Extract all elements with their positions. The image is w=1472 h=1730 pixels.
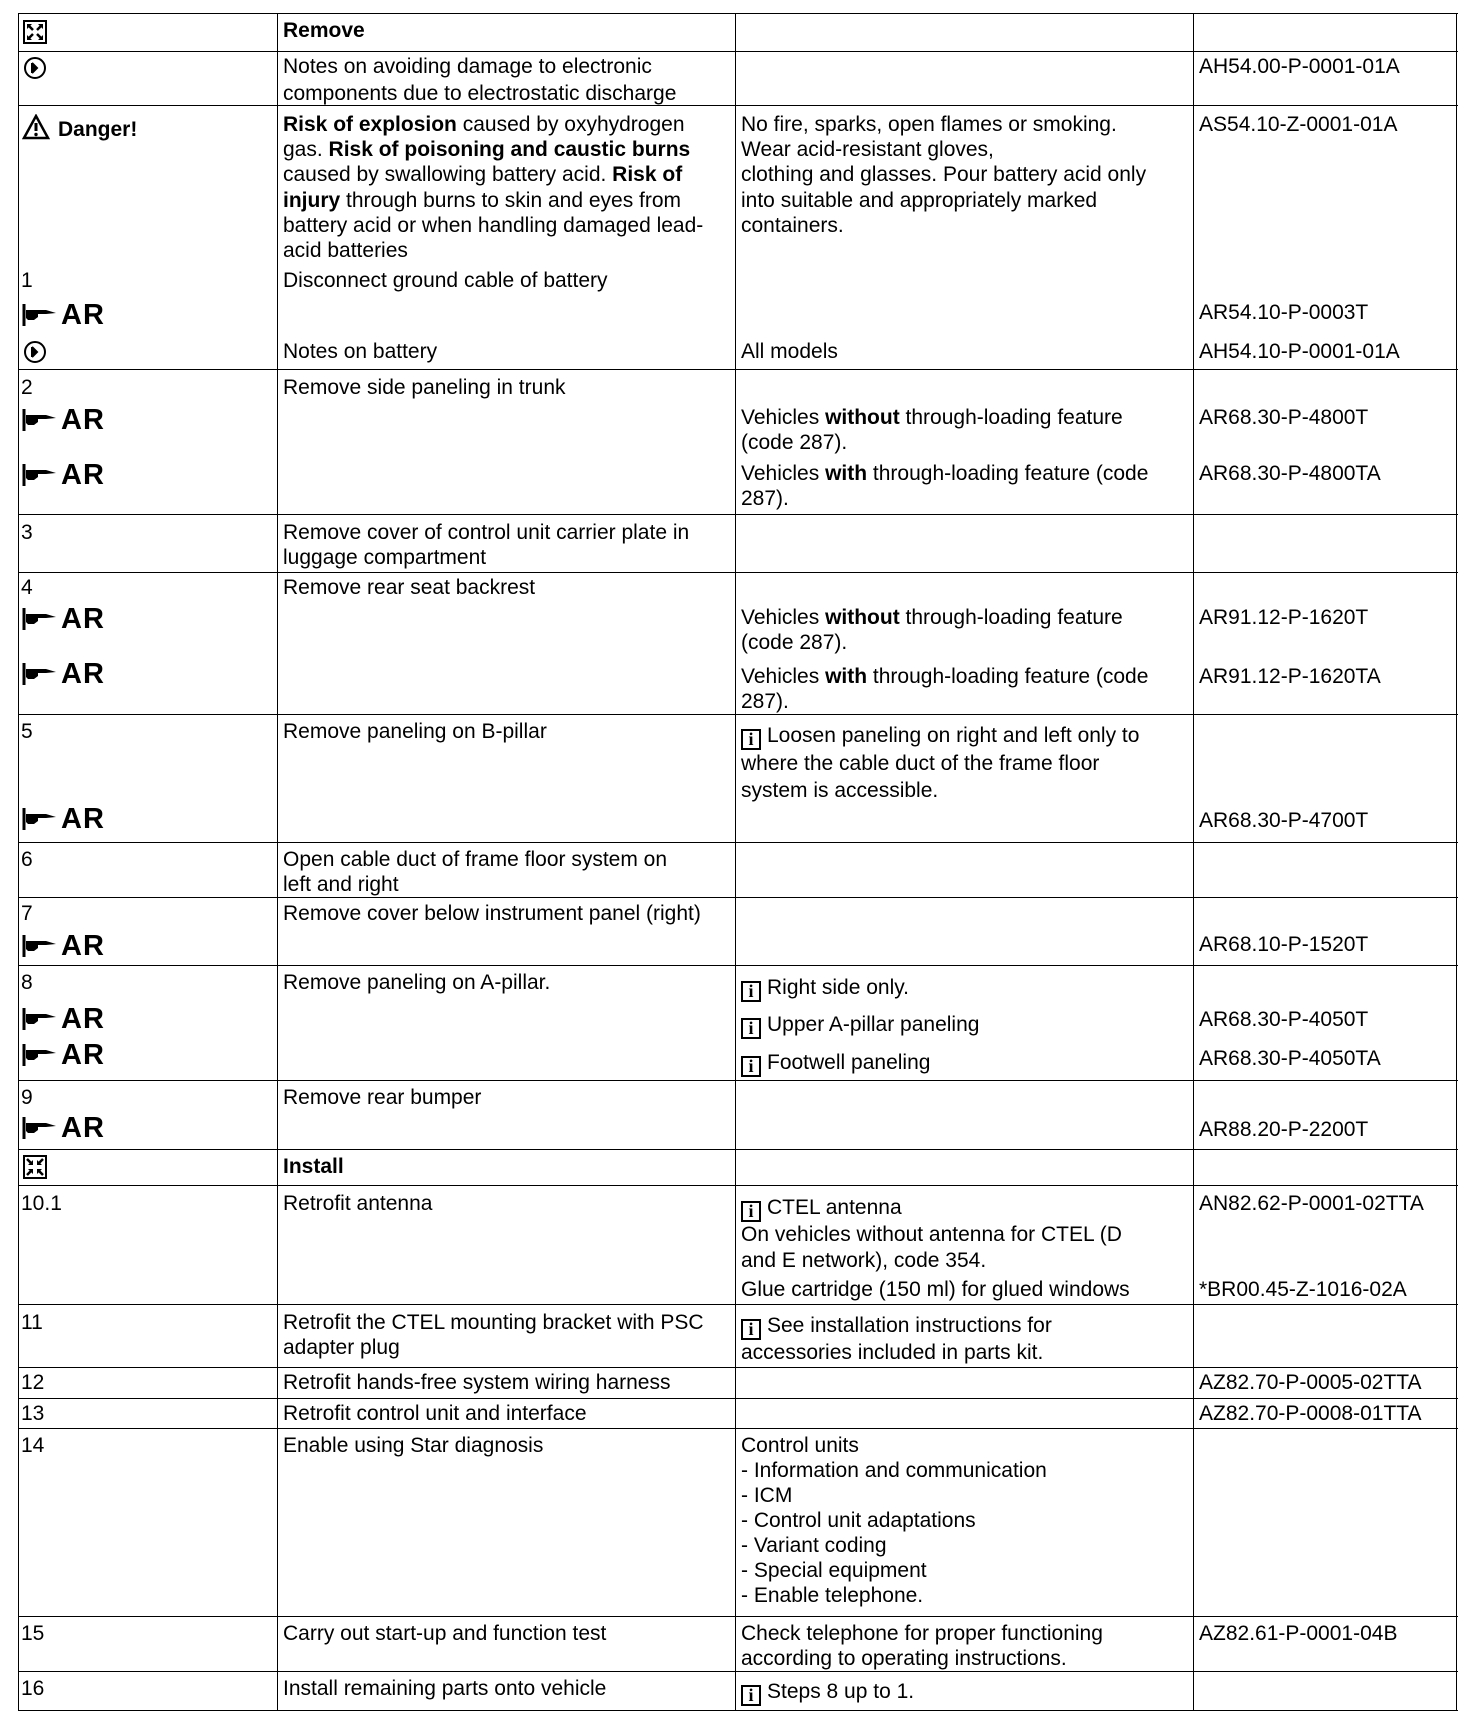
step-number: 11: [21, 1311, 43, 1334]
step-text: left and right: [283, 873, 399, 896]
info-note: i See installation instructions for: [741, 1313, 1052, 1340]
step-text: luggage compartment: [283, 546, 487, 569]
step-ref: AR68.30-P-4800T: [1199, 406, 1369, 429]
table-column-divider: [277, 13, 278, 1711]
ar-reference-icon: AR: [22, 1040, 105, 1070]
step-text: Retrofit hands-free system wiring harness: [283, 1371, 671, 1394]
info-note: i Footwell paneling: [741, 1050, 930, 1077]
step-text: Install remaining parts onto vehicle: [283, 1677, 607, 1700]
danger-risk-text: gas. Risk of poisoning and caustic burns: [283, 138, 691, 161]
step-note: On vehicles without antenna for CTEL (D: [741, 1223, 1122, 1246]
step-text: Enable using Star diagnosis: [283, 1434, 544, 1457]
table-divider: [18, 572, 1458, 573]
section-title-install: Install: [283, 1155, 344, 1178]
step-number: 10.1: [21, 1192, 62, 1215]
step-number: 4: [21, 576, 33, 599]
step-number: 3: [21, 521, 33, 544]
step-ref: AR68.30-P-4700T: [1199, 809, 1369, 832]
step-text: Retrofit the CTEL mounting bracket with PSC: [283, 1311, 704, 1334]
danger-note: containers.: [741, 214, 844, 237]
step-number: 12: [21, 1371, 45, 1394]
step-text: Remove cover of control unit carrier plate in: [283, 521, 690, 544]
step-note: and E network), code 354.: [741, 1249, 987, 1272]
step-number: 15: [21, 1622, 45, 1645]
vehicle-condition: 287).: [741, 487, 789, 510]
table-divider: [18, 1616, 1458, 1617]
info-note: system is accessible.: [741, 779, 939, 802]
danger-note: clothing and glasses. Pour battery acid only: [741, 163, 1147, 186]
danger-note: Wear acid-resistant gloves,: [741, 138, 994, 161]
control-units-list-item: - Control unit adaptations: [741, 1509, 976, 1532]
table-divider: [18, 51, 1458, 52]
table-border: [18, 13, 1458, 14]
danger-risk-text: acid batteries: [283, 239, 408, 262]
step-text: Retrofit control unit and interface: [283, 1402, 587, 1425]
table-divider: [18, 105, 1458, 106]
notes-battery-text: Notes on battery: [283, 340, 438, 363]
table-divider: [18, 1398, 1458, 1399]
step-ref: AR68.30-P-4050TA: [1199, 1047, 1381, 1070]
step-text: adapter plug: [283, 1336, 400, 1359]
step-number: 6: [21, 848, 33, 871]
danger-note: No fire, sparks, open flames or smoking.: [741, 113, 1117, 136]
danger-note: into suitable and appropriately marked: [741, 189, 1098, 212]
step-text: Remove rear bumper: [283, 1086, 482, 1109]
info-icon: i: [741, 729, 761, 750]
vehicle-condition: Vehicles with through-loading feature (code: [741, 462, 1149, 485]
notes-battery-ref: AH54.10-P-0001-01A: [1199, 340, 1400, 363]
table-column-divider: [1193, 13, 1194, 1711]
control-units-list-item: Control units: [741, 1434, 859, 1457]
table-divider: [18, 514, 1458, 515]
table-border: [18, 1710, 1458, 1711]
table-divider: [18, 1304, 1458, 1305]
table-divider: [18, 369, 1458, 370]
remove-tools-icon: [23, 20, 47, 49]
control-units-list-item: - Information and communication: [741, 1459, 1047, 1482]
ar-reference-icon: AR: [22, 1113, 105, 1143]
ar-reference-icon: AR: [22, 460, 105, 490]
table-divider: [18, 1149, 1458, 1150]
control-units-list-item: - Variant coding: [741, 1534, 887, 1557]
danger-label: Danger!: [58, 118, 138, 141]
step-text: Disconnect ground cable of battery: [283, 269, 608, 292]
step-ref: *BR00.45-Z-1016-02A: [1199, 1278, 1407, 1301]
step-ref: AR54.10-P-0003T: [1199, 301, 1369, 324]
step-number: 13: [21, 1402, 45, 1425]
step-note: Check telephone for proper functioning: [741, 1622, 1103, 1645]
danger-risk-text: caused by swallowing battery acid. Risk of: [283, 163, 683, 186]
control-units-list-item: - Special equipment: [741, 1559, 927, 1582]
table-divider: [18, 897, 1458, 898]
notes-esd-text: components due to electrostatic discharge: [283, 82, 677, 105]
info-note: i Steps 8 up to 1.: [741, 1679, 914, 1706]
table-column-divider: [735, 13, 736, 1711]
danger-risk-text: battery acid or when handling damaged lead-: [283, 214, 704, 237]
step-number: 16: [21, 1677, 45, 1700]
step-note: according to operating instructions.: [741, 1647, 1067, 1670]
vehicle-condition: Vehicles without through-loading feature: [741, 606, 1123, 629]
info-icon: i: [741, 1201, 761, 1222]
vehicle-condition: 287).: [741, 690, 789, 713]
danger-ref: AS54.10-Z-0001-01A: [1199, 113, 1398, 136]
step-text: Open cable duct of frame floor system on: [283, 848, 668, 871]
table-divider: [18, 965, 1458, 966]
step-text: Remove paneling on A-pillar.: [283, 971, 551, 994]
ar-reference-icon: AR: [22, 804, 105, 834]
ar-reference-icon: AR: [22, 405, 105, 435]
ar-reference-icon: AR: [22, 659, 105, 689]
step-number: 14: [21, 1434, 45, 1457]
vehicle-condition: Vehicles with through-loading feature (code: [741, 665, 1149, 688]
step-ref: AR68.30-P-4800TA: [1199, 462, 1381, 485]
step-ref: AZ82.70-P-0005-02TTA: [1199, 1371, 1422, 1394]
warning-triangle-icon: [22, 114, 50, 145]
info-note: where the cable duct of the frame floor: [741, 752, 1100, 775]
step-ref: AR68.10-P-1520T: [1199, 933, 1369, 956]
notes-esd-ref: AH54.00-P-0001-01A: [1199, 55, 1400, 78]
step-number: 5: [21, 720, 33, 743]
control-units-list-item: - ICM: [741, 1484, 793, 1507]
step-text: Retrofit antenna: [283, 1192, 433, 1215]
step-ref: AN82.62-P-0001-02TTA: [1199, 1192, 1424, 1215]
info-note: accessories included in parts kit.: [741, 1341, 1044, 1364]
step-text: Remove rear seat backrest: [283, 576, 536, 599]
info-note: i Loosen paneling on right and left only to: [741, 723, 1139, 750]
step-ref: AZ82.70-P-0008-01TTA: [1199, 1402, 1422, 1425]
table-divider: [18, 1428, 1458, 1429]
info-icon: i: [741, 1319, 761, 1340]
step-ref: AR91.12-P-1620T: [1199, 606, 1369, 629]
step-ref: AR68.30-P-4050T: [1199, 1008, 1369, 1031]
table-divider: [18, 1185, 1458, 1186]
ar-reference-icon: AR: [22, 604, 105, 634]
info-icon: i: [741, 981, 761, 1002]
notes-esd-text: Notes on avoiding damage to electronic: [283, 55, 652, 78]
control-units-list-item: - Enable telephone.: [741, 1584, 924, 1607]
table-divider: [18, 1671, 1458, 1672]
step-ref: AR91.12-P-1620TA: [1199, 665, 1381, 688]
info-note: i Upper A-pillar paneling: [741, 1012, 979, 1039]
step-ref: AR88.20-P-2200T: [1199, 1118, 1369, 1141]
notes-icon: [23, 340, 47, 369]
table-border: [18, 13, 19, 1711]
ar-reference-icon: AR: [22, 300, 105, 330]
step-ref: AZ82.61-P-0001-04B: [1199, 1622, 1398, 1645]
step-text: Remove side paneling in trunk: [283, 376, 566, 399]
ar-reference-icon: AR: [22, 931, 105, 961]
step-number: 8: [21, 971, 33, 994]
table-border: [1456, 13, 1457, 1711]
step-number: 2: [21, 376, 33, 399]
step-text: Remove paneling on B-pillar: [283, 720, 547, 743]
table-divider: [18, 1367, 1458, 1368]
step-number: 9: [21, 1086, 33, 1109]
step-number: 1: [21, 269, 33, 292]
notes-battery-models: All models: [741, 340, 838, 363]
install-tools-icon: [23, 1155, 47, 1184]
info-icon: i: [741, 1685, 761, 1706]
step-number: 7: [21, 902, 33, 925]
vehicle-condition: (code 287).: [741, 631, 848, 654]
vehicle-condition: Vehicles without through-loading feature: [741, 406, 1123, 429]
notes-icon: [23, 56, 47, 85]
step-text: Carry out start-up and function test: [283, 1622, 607, 1645]
info-icon: i: [741, 1056, 761, 1077]
step-text: Remove cover below instrument panel (right): [283, 902, 701, 925]
danger-risk-text: injury through burns to skin and eyes from: [283, 189, 682, 212]
info-note: i CTEL antenna: [741, 1195, 902, 1222]
step-note: Glue cartridge (150 ml) for glued windows: [741, 1278, 1130, 1301]
info-icon: i: [741, 1018, 761, 1039]
vehicle-condition: (code 287).: [741, 431, 848, 454]
ar-reference-icon: AR: [22, 1004, 105, 1034]
danger-risk-text: Risk of explosion caused by oxyhydrogen: [283, 113, 685, 136]
table-divider: [18, 714, 1458, 715]
table-divider: [18, 1080, 1458, 1081]
info-note: i Right side only.: [741, 975, 909, 1002]
section-title-remove: Remove: [283, 19, 365, 42]
table-divider: [18, 842, 1458, 843]
